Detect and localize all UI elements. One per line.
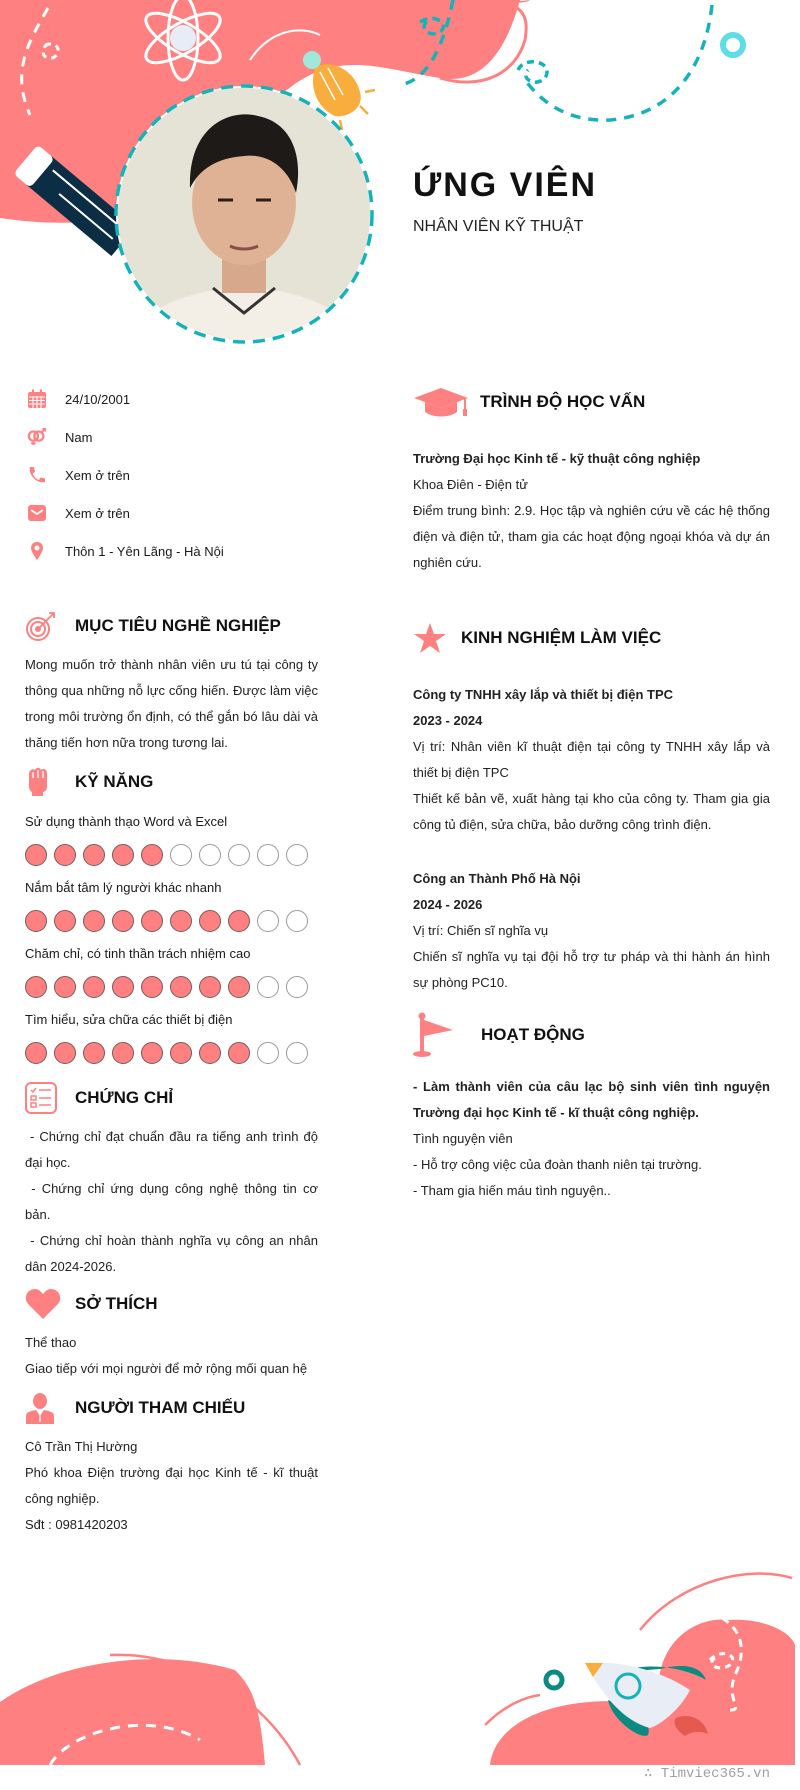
skill-item: Nắm bắt tâm lý người khác nhanh — [25, 878, 318, 932]
experience-period: 2023 - 2024 — [413, 713, 483, 728]
contact-gender: Nam — [25, 418, 318, 456]
objective-title: MỤC TIÊU NGHỀ NGHIỆP — [75, 616, 281, 635]
skills-title: KỸ NĂNG — [75, 772, 154, 791]
right-column — [413, 380, 770, 1204]
fist-icon — [25, 766, 75, 798]
experience-company: Công ty TNHH xây lắp và thiết bị điện TPC — [413, 687, 674, 702]
certificate-item: - Chứng chỉ ứng dụng công nghệ thông tin cơ bản. — [25, 1181, 322, 1222]
certificates-title: CHỨNG CHỈ — [75, 1088, 174, 1107]
objective-section — [25, 604, 318, 756]
certificates-section — [25, 1076, 322, 1280]
hobbies-section — [25, 1282, 318, 1382]
experience-company: Công an Thành Phố Hà Nội — [413, 871, 581, 886]
experience-title: KINH NGHIỆM LÀM VIỆC — [461, 628, 662, 647]
footer-decoration — [0, 1560, 800, 1790]
experience-description: Thiết kế bản vẽ, xuất hàng tại kho của công ty. Tham gia gia công tủ điện, sửa chữa, bảo dưỡng công trình điện. — [413, 791, 770, 832]
hobby-item: Giao tiếp với mọi người để mở rộng mối quan hệ — [25, 1361, 308, 1376]
skill-item: Tìm hiểu, sửa chữa các thiết bị điện — [25, 1010, 318, 1064]
education-description: Điểm trung bình: 2.9. Học tập và nghiên cứu về các hệ thống điện và điện tử, tham gia các hoạt động ngoại khóa và dự án nghiên cứu. — [413, 503, 770, 570]
hobby-item: Thể thao — [25, 1335, 77, 1350]
skills-section — [25, 760, 318, 1064]
heart-icon — [25, 1288, 75, 1320]
references-title: NGƯỜI THAM CHIẾU — [75, 1398, 246, 1417]
skill-rating — [25, 1042, 318, 1064]
profile-photo — [118, 88, 370, 340]
experience-item — [413, 682, 770, 838]
candidate-position: NHÂN VIÊN KỸ THUẬT — [413, 218, 584, 235]
skill-rating — [25, 910, 318, 932]
experience-section — [413, 616, 770, 996]
candidate-name: ỨNG VIÊN — [413, 166, 598, 204]
watermark: ∴ Timviec365.vn — [643, 1766, 770, 1782]
target-icon — [25, 610, 75, 642]
education-school: Trường Đại học Kinh tế - kỹ thuật công nghiệp — [413, 451, 701, 466]
skill-rating — [25, 976, 318, 998]
left-column — [25, 380, 322, 1538]
activity-item: - Hỗ trợ công việc của đoàn thanh niên tại trường. — [413, 1157, 702, 1172]
certificate-item: - Chứng chỉ hoàn thành nghĩa vụ công an nhân dân 2024-2026. — [25, 1233, 322, 1274]
activity-role: Tình nguyện viên — [413, 1131, 513, 1146]
contact-birthday: 24/10/2001 — [25, 380, 318, 418]
person-icon — [25, 1392, 75, 1424]
contact-phone: Xem ở trên — [25, 456, 318, 494]
certificate-item: - Chứng chỉ đạt chuẩn đầu ra tiếng anh trình độ đại học. — [25, 1129, 322, 1170]
activity-item: - Tham gia hiến máu tình nguyện.. — [413, 1183, 611, 1198]
reference-name: Cô Trần Thị Hường — [25, 1439, 138, 1454]
contact-address: Thôn 1 - Yên Lãng - Hà Nội — [25, 532, 318, 570]
experience-description: Chiến sĩ nghĩa vụ tại đội hỗ trợ tư pháp và thi hành án hình sự phòng PC10. — [413, 949, 770, 990]
reference-role: Phó khoa Điện trường đại học Kinh tế - kĩ thuật công nghiệp. — [25, 1465, 318, 1506]
gender-icon — [25, 427, 65, 447]
experience-role: Vị trí: Nhân viên kĩ thuật điện tại công ty TNHH xây lắp và thiết bị điện TPC — [413, 739, 770, 780]
education-section — [413, 380, 770, 576]
skill-rating — [25, 844, 318, 866]
graduation-cap-icon — [413, 386, 480, 418]
star-icon — [413, 622, 461, 654]
email-icon — [25, 503, 65, 523]
skill-item: Chăm chỉ, có tinh thần trách nhiệm cao — [25, 944, 318, 998]
location-icon — [25, 541, 65, 561]
objective-text: Mong muốn trở thành nhân viên ưu tú tại công ty thông qua những nỗ lực cống hiến. Được làm việc trong môi trường ổn định, có thể gắn bó lâu dài và thăng tiến hơn nữa trong tương lai. — [25, 657, 318, 750]
activity-org: - Làm thành viên của câu lạc bộ sinh viên tình nguyện Trường đại học Kinh tế - kĩ thuật công nghiệp. — [413, 1079, 770, 1120]
references-section — [25, 1386, 318, 1538]
experience-period: 2024 - 2026 — [413, 897, 483, 912]
activities-section — [413, 1010, 770, 1204]
phone-icon — [25, 465, 65, 485]
experience-item — [413, 866, 770, 996]
activities-title: HOẠT ĐỘNG — [481, 1025, 585, 1044]
checklist-icon — [25, 1082, 75, 1114]
hobbies-title: SỞ THÍCH — [75, 1294, 158, 1313]
flag-icon — [413, 1012, 481, 1058]
calendar-icon — [25, 389, 65, 409]
contact-list — [25, 380, 318, 570]
skill-item: Sử dụng thành thạo Word và Excel — [25, 812, 318, 866]
contact-email: Xem ở trên — [25, 494, 318, 532]
education-title: TRÌNH ĐỘ HỌC VẤN — [480, 392, 646, 411]
avatar — [112, 82, 376, 346]
reference-phone: Sđt : 0981420203 — [25, 1517, 128, 1532]
education-major: Khoa Điên - Điện tử — [413, 477, 528, 492]
experience-role: Vị trí: Chiến sĩ nghĩa vụ — [413, 923, 549, 938]
